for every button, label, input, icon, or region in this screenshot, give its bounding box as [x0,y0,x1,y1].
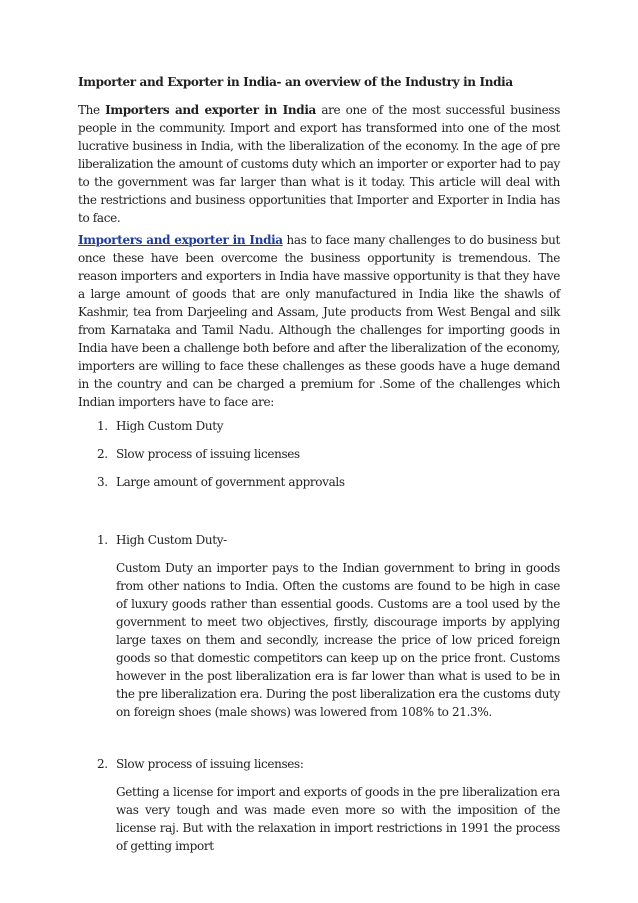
list-label: Slow process of issuing licenses [116,447,300,461]
section-heading-text: Slow process of issuing licenses: [116,757,304,771]
list-number: 2. [97,447,108,461]
spacer [78,501,560,531]
section-number: 1. [97,533,108,547]
section-heading-licenses [97,755,560,773]
document-title: Importer and Exporter in India- an overview of the Industry in India [78,75,513,89]
section-heading-custom-duty [97,531,560,549]
list-label: Large amount of government approvals [116,475,345,489]
intro-text: are one of the most successful business people in the community. Import and export has transformed into one of the most lucrative business in India, with the liberalization of the economy. In the age of pre liberalization the amount of customs duty which an importer or exporter had to pay to the government was far larger than what is it today. This article will deal with the restrictions and business opportunities that Importer and Exporter in India has to face. [78,103,561,225]
challenges-paragraph [78,231,560,411]
challenges-text: has to face many challenges to do business but once these have been overcome the business opportunity is tremendous. The reason importers and exporters in India have massive opportunity is that they have a large amount of goods that are only manufactured in India like the shawls of Kashmir, tea from Darjeeling and Assam, Jute products from West Bengal and silk from Karnataka and Tamil Nadu. Although the challenges for importing goods in India have been a challenge both before and after the liberalization of the economy, importers are willing to face these challenges as these goods have a huge demand in the country and can be charged a premium for .Some of the challenges which Indian importers have to face are: [78,233,561,409]
section-body-custom-duty: Custom Duty an importer pays to the Indian government to bring in goods from other nations to India. Often the customs are found to be high in case of luxury goods rather than essential goods. Customs are a tool used by the government to meet two objectives, firstly, discourage imports by applying large taxes on them and secondly, increase the price of low priced foreign goods so that domestic competitors can keep up on the price front. Customs however in the post liberalization era is far lower than what is used to be in the pre liberalization era. During the post liberalization era the customs duty on foreign shoes (male shows) was lowered from 108% to 21.3%. [116,561,560,719]
section-heading-text: High Custom Duty- [116,533,227,547]
list-item [97,445,560,463]
list-item [97,473,560,491]
document-content [78,73,560,859]
intro-paragraph [78,101,560,227]
section-number: 2. [97,757,108,771]
challenges-list [78,417,560,491]
list-item [97,417,560,435]
list-label: High Custom Duty [116,419,224,433]
section-body-licenses: Getting a license for import and exports of goods in the pre liberalization era was very tough and was made even more so with the imposition of the license raj. But with the relaxation in import restrictions in 1991 the process of getting import [116,785,560,853]
list-number: 1. [97,419,108,433]
intro-prefix: The [78,103,106,117]
spacer [78,725,560,755]
intro-bold-phrase: Importers and exporter in India [105,103,316,117]
importers-exporter-link[interactable]: Importers and exporter in India [78,233,283,247]
list-number: 3. [97,475,108,489]
